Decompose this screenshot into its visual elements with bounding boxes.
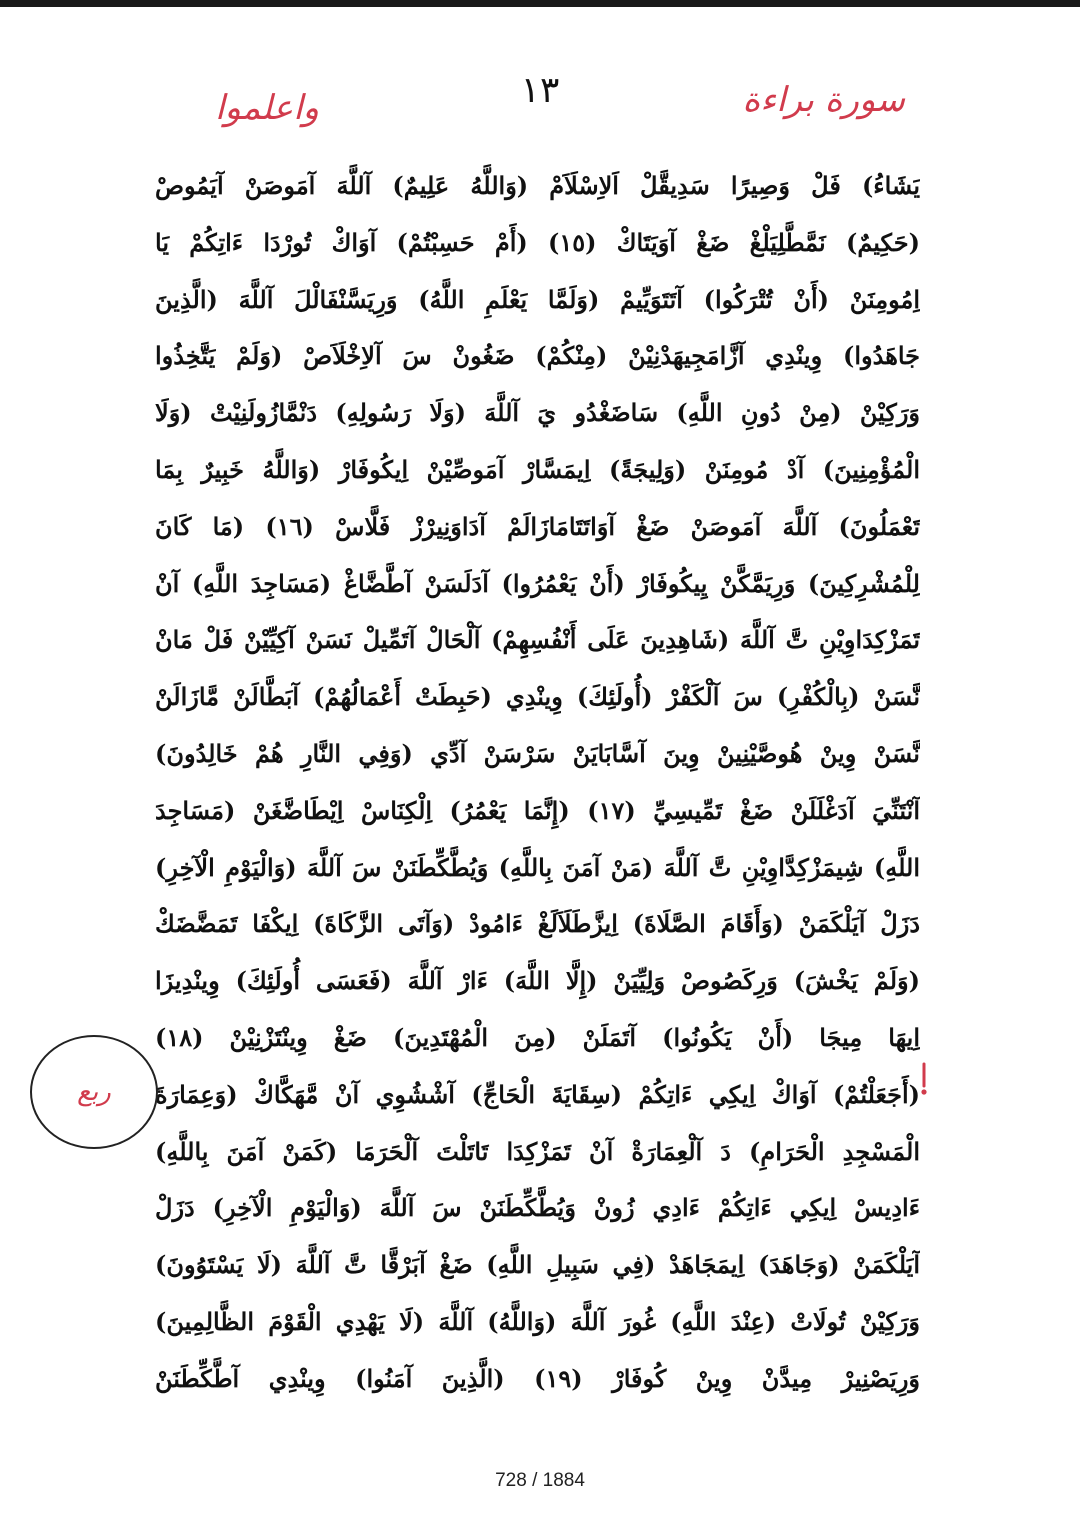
sura-title-handwritten: سورة براءة [742,80,905,120]
top-border-rule [0,0,1080,7]
text-line: (أَجَعَلْتُمْ) آوَاكْ اِيكِي ءَاتِكُمْ (سِقَايَةَ الْحَاجِّ) آشْشُوِي آنْ مَّهَكَّاكْ (وَعِمَارَةَ [155,1079,920,1109]
rub-marker-circle [30,1035,158,1149]
text-line: نَّسَنْ وِينْ هُوصَّيْنِينْ وِينَ آسَّابَايَنْ سَرْسَنْ آدِّي (وَفِي النَّارِ هُمْ خَالِدُونَ) [155,738,920,768]
text-line: تَعْمَلُونَ) آللَّهَ آمَوصَنْ ضَغْ آوَاتَتَامَازَالَمْ آدَاوَنِيرْزْ فَلَّاسْ (١٦) (مَا كَانَ [155,511,920,541]
text-line: آنْتَنِّيَ آدَغْلَلَنْ ضَغْ تَمِّيسِيِّ (١٧) (إِنَّمَا يَعْمُرُ) اِلْكِنَاسْ اِيْطَاضَّغَنْ (مَسَاجِدَ [155,795,920,825]
page-text-body [155,158,920,1408]
text-line: تَمَزْكِدَاوِيْنِ تَّ آللَّهَ (شَاهِدِينَ عَلَى أَنْفُسِهِمْ) آلْحَالْ آتَمِّيلْ نَسَنْ آكِيِّيْنْ فَلْ مَانْ [155,625,920,655]
text-line: وَرَكِيْنْ تُولَاتْ (عِنْدَ اللَّهِ) غُورَ آللَّهَ (وَاللَّهُ) آللَّهَ (لَا يَهْدِي الْقَوْمَ الظَّالِمِينَ) [155,1306,920,1336]
text-line: الْمُؤْمِنِينَ) آدْ مُومِنَنْ (وَلِيجَةً) اِيمَسَّارْ آمَوصِّيْنْ اِيكُوفَارْ (وَاللَّهُ خَبِيرٌ بِمَا [155,454,920,484]
text-line: لِلْمُشْرِكِينَ) وَرِيَمَّكَّنْ يِيكُوفَارْ (أَنْ يَعْمُرُوا) آدَلَسَنْ آطَّضَّاغْ (مَسَاجِدَ اللَّهِ) آنْ [155,568,920,598]
text-line: وَرِيَصْنِيرْ مِيدَّنْ وِينْ كُوفَارْ (١٩) (الَّذِينَ آمَنُوا) وِينْدِي آطَّكِّطَنَنْ [155,1363,920,1393]
text-line: (وَلَمْ يَخْشَ) وَرِكَصُوصْ وَلِيِّيَنْ (إِلَّا اللَّهَ) ءَارْ آللَّهَ (فَعَسَى أُولَئِكَ) وِينْدِيزَا [155,966,920,996]
text-line: ءَادِيسْ اِيكِي ءَاتِكُمْ ءَادِي زُونْ وَيُطَّكِّطَنَنْ سَ آللَّهَ (وَالْيَوْمِ الْآخِرِ) دَزَلْ [155,1193,920,1223]
text-line: نَّسَنْ (بِالْكُفْرِ) سَ آلْكَفْرْ (أُولَئِكَ) وِينْدِي (حَبِطَتْ أَعْمَالُهُمْ) آبَطَّالَنْ مَّازَالَنْ [155,682,920,712]
catchword-handwritten: واعلموا [215,88,320,128]
text-line: اللَّهِ) شِيمَزْكِدَّاوِيْنِ تَّ آللَّهَ (مَنْ آمَنَ بِاللَّهِ) وَيُطَّكِّطَنَنْ سَ آللَّهَ (وَالْيَوْمِ الْآخِرِ) [155,852,920,882]
text-line: جَاهَدُوا) وِينْدِي آزَّامَجِيهَدْنِيْنْ (مِنْكُمْ) ضَغُونْ سَ آلاِخْلَاَصْ (وَلَمْ يَتَّخِذُوا [155,341,920,371]
text-line: وَرَكِيْنْ (مِنْ دُونِ اللَّهِ) سَاضَغْدُو يَ آللَّهَ (وَلَا رَسُولِهِ) دَنْمَّازُولَنِيْتْ (وَلَا [155,398,920,428]
page-counter: 728 / 1884 [495,1470,585,1491]
text-line: الْمَسْجِدِ الْحَرَامِ) دَ آلْعِمَارَةْ آنْ تَمَزْكِدَا تَاتَلْتَ آلْحَرَمَا (كَمَنْ آمَنَ بِاللَّهِ) [155,1136,920,1166]
text-line: اِمُومِنَنْ (أَنْ تُتْرَكُوا) آتَتَوَيِّيمْ (وَلَمَّا يَعْلَمِ اللَّهُ) وَرِيَسَّنْفَالْلَ آللَّهَ (الَّذِينَ [155,284,920,314]
page-number: ١٣ [520,70,560,111]
red-marker-icon [916,1062,932,1096]
text-line: (حَكِيمٌ) نَمَّطَّلِيَلْغْ ضَغْ آوَيَتَاكْ (١٥) (أَمْ حَسِبْتُمْ) آوَاكْ تُورْدَا ءَاتِكُمْ يَا [155,227,920,257]
text-line: آيَلْكَمَنْ (وَجَاهَدَ) اِيمَجَاهَدْ (فِي سَبِيلِ اللَّهِ) ضَغْ آبَرْقَّا تَّ آللَّهَ (لَا يَسْتَوُونَ) [155,1250,920,1280]
text-line: يَشَاءُ) فَلْ وَصِيرًا سَدِيقَّلْ اَلاِسْلَاَمْ (وَاللَّهُ عَلِيمٌ) آللَّهَ آمَوصَنْ آيَمُوصْ [155,171,920,200]
text-line: دَزَلْ آيَلْكَمَنْ (وَأَقَامَ الصَّلَاةَ) اِيزَّطَلَاَلَغْ ءَامُودْ (وَآتَى الزَّكَاةَ) اِيكْفَا تَمَضَّضَكْ [155,909,920,939]
rub-marker-label: ربع [77,1077,111,1107]
text-line: اِيهَا مِيجَا (أَنْ يَكُونُوا) آتَمَلَنْ (مِنَ الْمُهْتَدِينَ) ضَغْ وِينْتَزْنِيْنْ (١٨) [155,1022,920,1052]
